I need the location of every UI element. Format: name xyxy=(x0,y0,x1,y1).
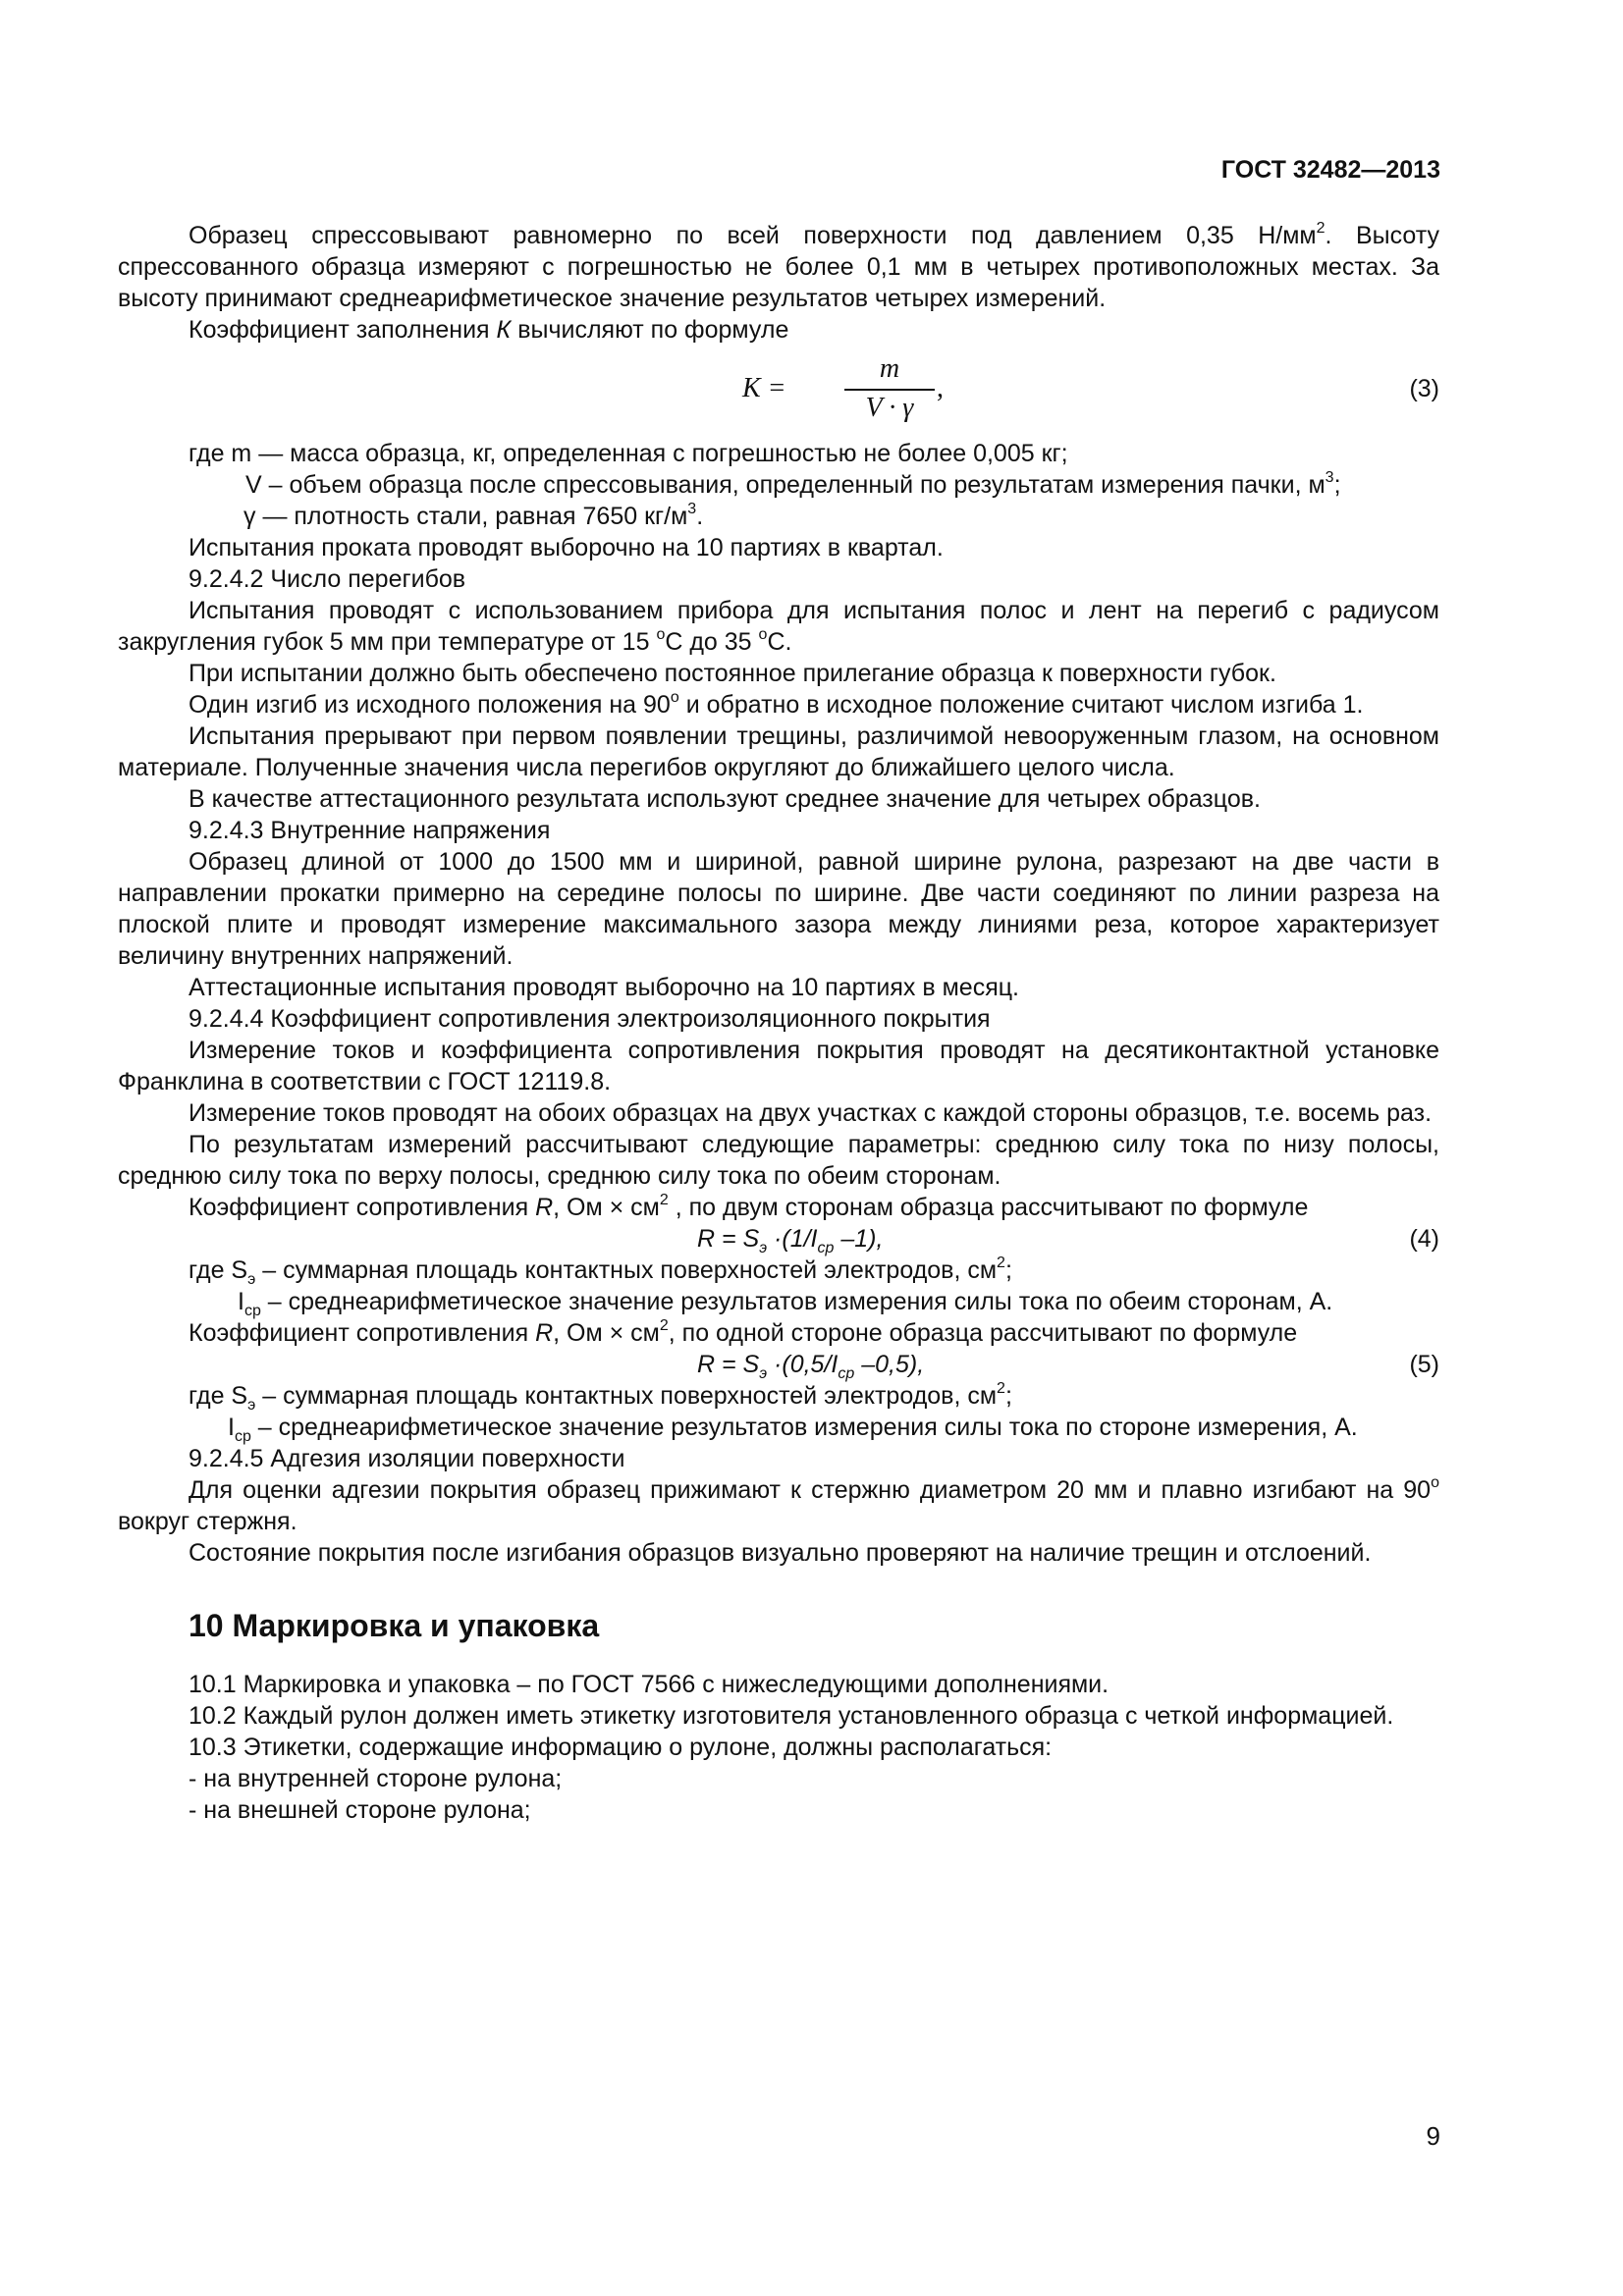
page-number: 9 xyxy=(1426,2121,1440,2151)
where-clause: где $S_э$ – суммарная площадь контактных поверхностей электродов, $см^2$; xyxy=(189,1379,1012,1414)
where-clause: $I_{ср}$ – среднеарифметическое значение результатов измерения силы тока по стороне измерения, А. xyxy=(228,1414,1358,1445)
paragraph: Испытания прерывают при первом появлении трещины, различимой невооруженным глазом, на основном материале. Полученные значения числа перегибов округляют до ближайшего целого числа. xyxy=(118,722,1439,781)
paragraph: 10.1 Маркировка и упаковка – по ГОСТ 7566 с нижеследующими дополнениями. xyxy=(189,1671,1109,1698)
paragraph: Испытания проводят с использованием прибора для испытания полос и лент на перегиб с радиусом закругления губок 5 мм при температуре от 15 $^о$С до 35 $^о$С. xyxy=(118,597,1439,656)
subsection-heading: 9.2.4.4 Коэффициент сопротивления электроизоляционного покрытия xyxy=(189,1005,991,1033)
formula-number: (4) xyxy=(1409,1225,1439,1253)
paragraph: 10.2 Каждый рулон должен иметь этикетку изготовителя установленного образца с четкой информацией. xyxy=(189,1702,1394,1730)
formula-number: (5) xyxy=(1409,1351,1439,1378)
subsection-heading: 9.2.4.5 Адгезия изоляции поверхности xyxy=(189,1445,625,1472)
document-header: ГОСТ 32482—2013 xyxy=(1220,156,1440,184)
subsection-heading: 9.2.4.3 Внутренние напряжения xyxy=(189,817,551,844)
paragraph: Коэффициент сопротивления R, Ом × $см^2$, по одной стороне образца рассчитывают по формуле xyxy=(189,1316,1298,1347)
list-item: - на внешней стороне рулона; xyxy=(189,1796,531,1824)
page-body xyxy=(118,220,1439,1826)
list-item: - на внутренней стороне рулона; xyxy=(189,1765,563,1792)
formula-number: (3) xyxy=(1409,375,1439,402)
where-clause: γ — плотность стали, равная 7650 $кг/м^3$. xyxy=(243,500,704,530)
where-clause: где m — масса образца, кг, определенная с погрешностью не более 0,005 кг; xyxy=(189,440,1068,467)
paragraph: Коэффициент сопротивления R, Ом × $см^2$ , по двум сторонам образца рассчитывают по формуле xyxy=(189,1191,1309,1221)
paragraph: Состояние покрытия после изгибания образцов визуально проверяют на наличие трещин и отслоений. xyxy=(189,1539,1372,1567)
paragraph: При испытании должно быть обеспечено постоянное прилегание образца к поверхности губок. xyxy=(189,660,1276,687)
where-clause: $I_{ср}$ – среднеарифметическое значение результатов измерения силы тока по обеим сторонам, А. xyxy=(238,1288,1333,1319)
paragraph: По результатам измерений рассчитывают следующие параметры: среднюю силу тока по низу полосы, среднюю силу тока по верху полосы, среднюю силу тока по обеим сторонам. xyxy=(118,1131,1439,1190)
where-clause: V – объем образца после спрессовывания, определенный по результатам измерения пачки, $м^3$; xyxy=(245,468,1341,499)
paragraph: Измерение токов и коэффициента сопротивления покрытия проводят на десятиконтактной установке Франклина в соответствии с ГОСТ 12119.8. xyxy=(118,1037,1439,1095)
paragraph: Аттестационные испытания проводят выборочно на 10 партиях в месяц. xyxy=(189,974,1019,1001)
paragraph: Измерение токов проводят на обоих образцах на двух участках с каждой стороны образцов, т.е. восемь раз. xyxy=(189,1099,1433,1127)
formula-4: $R = S_э \cdot(1/I_{ср}$ –1), (4) xyxy=(697,1225,1439,1256)
paragraph: В качестве аттестационного результата используют среднее значение для четырех образцов. xyxy=(189,785,1261,813)
paragraph: Для оценки адгезии покрытия образец прижимают к стержню диаметром 20 мм и плавно изгибают на $90^о$ вокруг стержня. xyxy=(118,1473,1439,1535)
paragraph: Испытания проката проводят выборочно на 10 партиях в квартал. xyxy=(189,534,944,561)
paragraph: 10.3 Этикетки, содержащие информацию о рулоне, должны располагаться: xyxy=(189,1734,1053,1761)
subsection-heading: 9.2.4.2 Число перегибов xyxy=(189,565,466,593)
formula-3: K = m V · γ , (3) xyxy=(742,353,1439,423)
where-clause: где $S_э$ – суммарная площадь контактных поверхностей электродов, $см^2$; xyxy=(189,1254,1012,1288)
section-heading: 10 Маркировка и упаковка xyxy=(189,1608,600,1643)
paragraph: Образец длиной от 1000 до 1500 мм и шириной, равной ширине рулона, разрезают на две части в направлении прокатки примерно на середине полосы по ширине. Две части соединяют по линии разреза на плоской плите и проводят измерение максимального зазора между линиями реза, которое характеризует величину внутренних напряжений. xyxy=(118,848,1439,970)
formula-5: $R = S_э \cdot(0,5/I_{ср}$ –0,5), (5) xyxy=(697,1351,1439,1382)
paragraph: Образец спрессовывают равномерно по всей поверхности под давлением 0,35 $Н/мм^2$. Высоту спрессованного образца измеряют с погрешностью не более 0,1 мм в четырех противоположных местах. За высоту принимают среднеарифметическое значение результатов четырех измерений. xyxy=(118,219,1439,312)
paragraph: Коэффициент заполнения К вычисляют по формуле xyxy=(189,316,789,344)
paragraph: Один изгиб из исходного положения на $90^о$ и обратно в исходное положение считают числом изгиба 1. xyxy=(189,688,1364,719)
